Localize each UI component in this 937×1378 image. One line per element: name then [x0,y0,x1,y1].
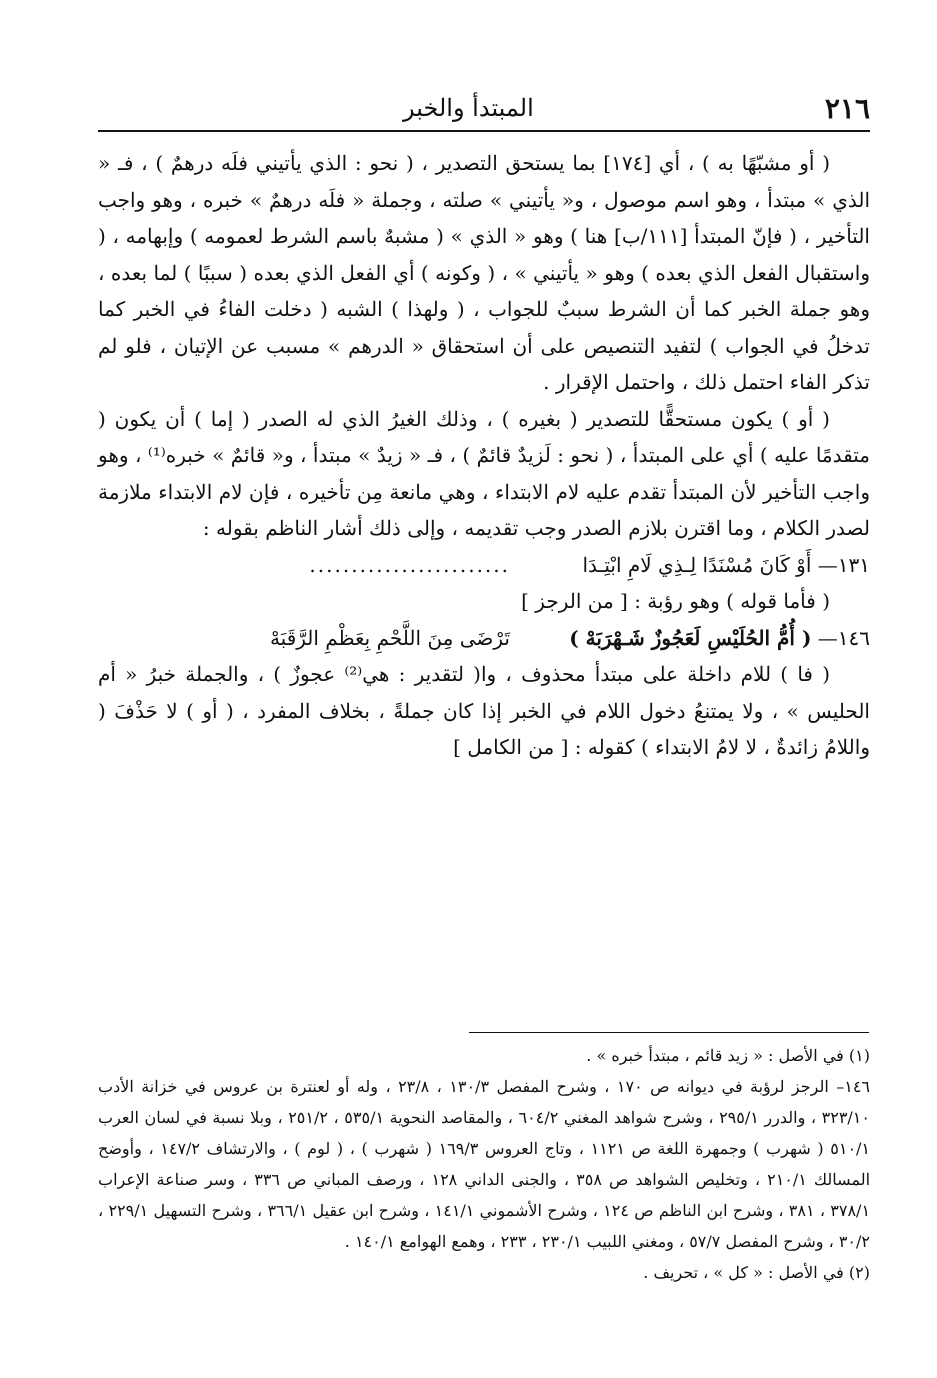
verse-hemistich-second: تَرْضَى مِنَ اللَّحْمِ بِعَظْمِ الرَّقَبَهْ [269,625,510,650]
citation-line: ( فأما قوله ) وهو رؤبة : [ من الرجز ] [521,589,830,613]
footnote-divider [469,1032,869,1033]
paragraph: ( فا ) للام داخلة على مبتدأ محذوف ، وا( لتقدير : هي⁽²⁾ عجوزٌ ) ، والجملة خبرُ « أم الحليس » ، ولا يمتنعُ دخول اللام في الخبر إذا كان جملةً ، بخلاف المفرد ، ( أو ) لا حَذْفَ ( واللامُ زائدةٌ ، لا لامُ الابتداء ) كقوله : [ من الكامل ] [98,662,870,759]
paragraph: ( أو مشبّهًا به ) ، أي [١٧٤] بما يستحق التصدير ، ( نحو : الذي يأتيني فلَه درهمٌ ) ، فـ « الذي » مبتدأ ، وهو اسم موصول ، و« يأتيني » صلته ، وجملة « فلَه درهمٌ » خبره ، وهو واجب التأخير ، ( فإنّ المبتدأ [١١١/ب] هنا ) وهو « الذي » ( مشبهٌ باسم الشرط لعمومه ) وإبهامه ، ( واستقبال الفعل الذي بعده ) وهو « يأتيني » ، ( وكونه ) أي الفعل الذي بعده ( سببًا ) لما بعده ، وهو جملة الخبر كما أن الشرط سببٌ للجواب ، ( ولهذا ) الشبه ( دخلت الفاءُ في الخبر كما تدخلُ في الجواب ) لتفيد التنصيص على أن استحقاق « الدرهم » مسبب عن الإتيان ، فلو لم تذكر الفاء احتمل ذلك ، واحتمل الإقرار . [98,151,871,394]
main-text [98,145,870,766]
verse-hemistich-first: أَوْ كَانَ مُسْنَدًا لِـذِي لَامِ ابْتِـدَا [582,552,812,577]
verse-146 [98,620,870,657]
footnotes [98,1040,870,1288]
running-title: المبتدأ والخبر [403,94,534,122]
verse-hemistich-first: ( أُمُّ الحُلَيْسِ لَعَجُوزٌ شَـهْرَبَهْ ) [569,625,812,650]
page-number: ٢١٦ [824,92,870,125]
verse-number: ١٣١— [817,552,870,577]
verse-131 [98,547,870,584]
footnote: (٢) في الأصل : « كل » ، تحريف . [643,1263,870,1282]
verse-number: ١٤٦— [817,625,870,650]
verse-hemistich-second: ........................ [309,552,510,577]
footnote: (١) في الأصل : « زيد قائم ، مبتدأ خبره » . [586,1046,870,1065]
paragraph: ( أو ) يكون مستحقًّا للتصدير ( بغيره ) ، وذلك الغيرُ الذي له الصدر ( إما ) أن يكون ( متقدمًا عليه ) أي على المبتدأ ، ( نحو : لَزيدٌ قائمٌ ) ، فـ « زيدٌ » مبتدأ ، و« قائمٌ » خبره⁽¹⁾ ، وهو واجب التأخير لأن المبتدأ تقدم عليه لام الابتداء ، وهي مانعة مِن تأخيره ، فإن لام الابتداء ملازمة لصدر الكلام ، وما اقترن بلازم الصدر وجب تقديمه ، وإلى ذلك أشار الناظم بقوله : [98,406,870,540]
page-header [98,92,870,132]
footnote: ١٤٦– الرجز لرؤبة في ديوانه ص ١٧٠ ، وشرح المفصل ١٣٠/٣ ، ٢٣/٨ ، وله أو لعنترة بن عروس في خزانة الأدب ٣٢٣/١٠ ، والدرر ٢٩٥/١ ، وشرح شواهد المغني ٦٠٤/٢ ، والمقاصد النحوية ٥٣٥/١ ، ٢٥١/٢ ، وبلا نسبة في لسان العرب ٥١٠/١ ( شهرب ) وجمهرة اللغة ص ١١٢١ ، وتاج العروس ١٦٩/٣ ( شهرب ) ، ( لوم ) ، والارتشاف ١٤٧/٢ ، وأوضح المسالك ٢١٠/١ ، وتخليص الشواهد ص ٣٥٨ ، والجنى الداني ١٢٨ ، ورصف المباني ص ٣٣٦ ، وسر صناعة الإعراب ٣٧٨/١ ، ٣٨١ ، وشرح ابن الناظم ص ١٢٤ ، وشرح الأشموني ١٤١/١ ، وشرح ابن عقيل ٣٦٦/١ ، وشرح التسهيل ٢٢٩/١ ، ٣٠/٢ ، وشرح المفصل ٥٧/٧ ، ومغني اللبيب ٢٣٠/١ ، ٢٣٣ ، وهمع الهوامع ١٤٠/١ . [98,1077,871,1251]
